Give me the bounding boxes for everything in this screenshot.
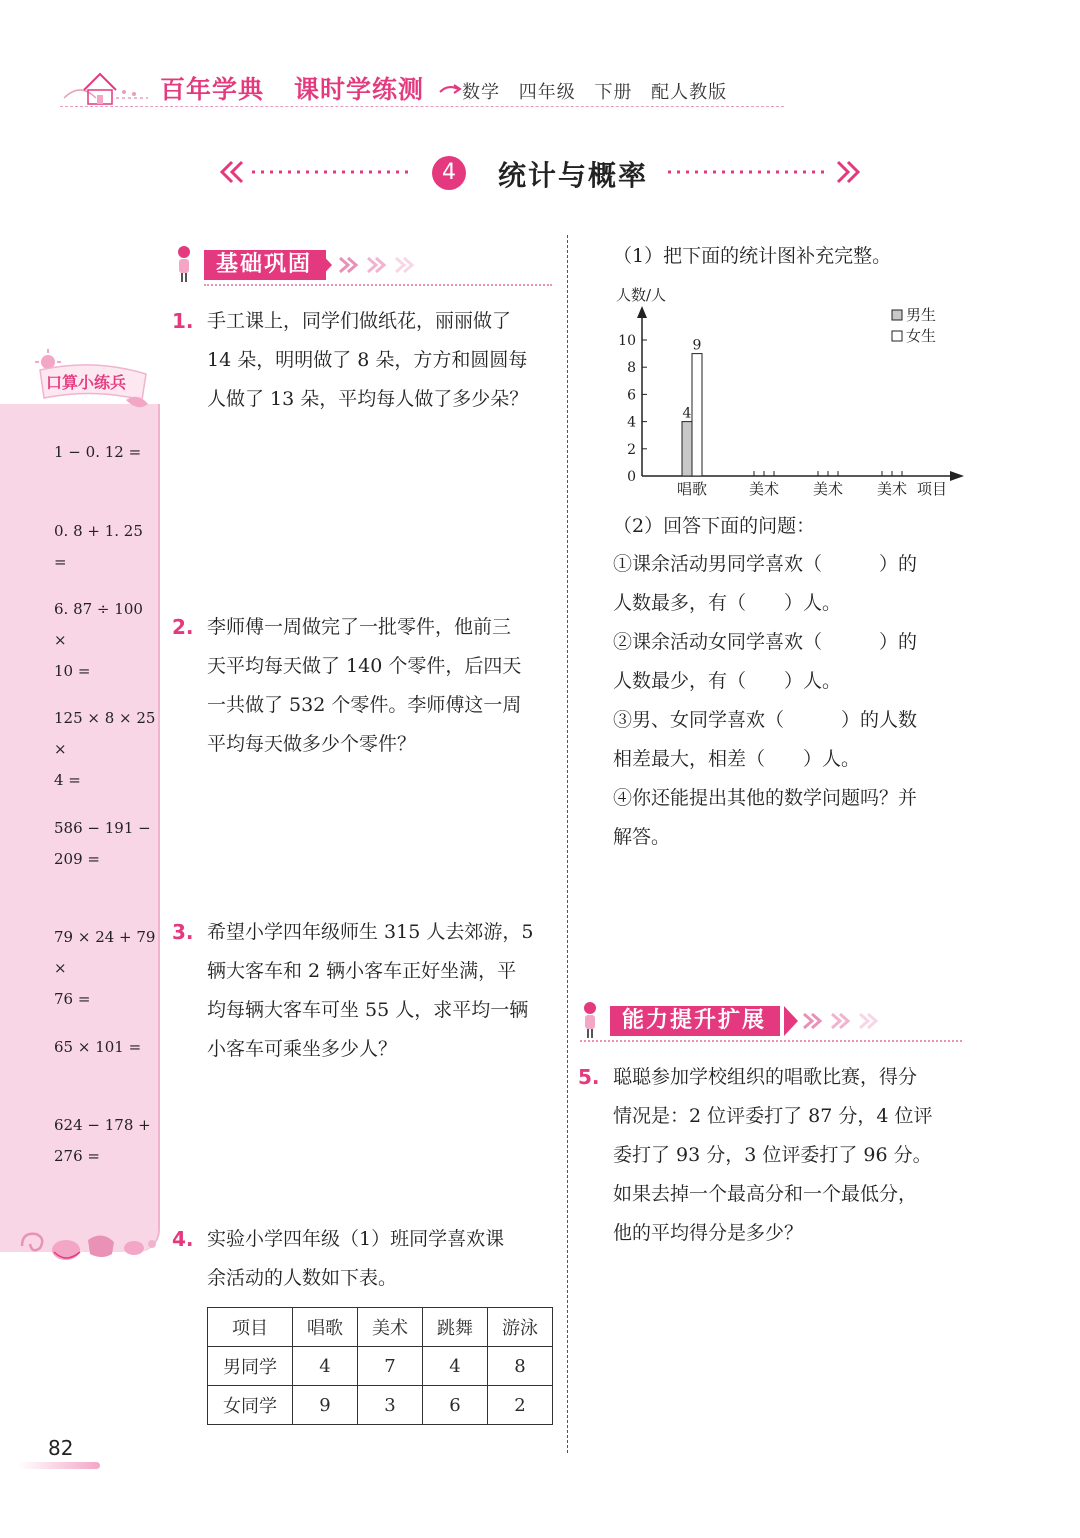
y-tick-label: 0: [627, 469, 636, 485]
arrow-icon: [438, 82, 462, 96]
table-row: [208, 1347, 553, 1386]
subject-info: 数学 四年级 下册 配人教版: [462, 82, 728, 103]
house-logo-icon: [60, 68, 150, 108]
legend-label: 女生: [906, 327, 937, 345]
x-category-label: 美术: [748, 480, 780, 498]
y-axis-label: 人数/人: [616, 286, 667, 304]
x-category-label: 美术: [876, 480, 908, 498]
swirl-decoration-icon: [16, 1224, 164, 1268]
calc-item: 586 − 191 − 209 =: [54, 819, 151, 868]
legend: [892, 306, 936, 345]
calc-item: 0. 8 + 1. 25 =: [54, 522, 143, 571]
table-header-cell: 美术: [358, 1308, 423, 1347]
brand-name: 百年学典: [160, 75, 265, 104]
question-4-text: 实验小学四年级（1）班同学喜欢课 余活动的人数如下表。: [207, 1228, 505, 1289]
girl-figure-icon: [174, 244, 200, 286]
calc-item: 1 − 0. 12 =: [54, 443, 142, 461]
sidebar-title: 口算小练兵: [46, 373, 127, 392]
y-axis-arrow-icon: [637, 306, 647, 318]
page-number: 82: [48, 1436, 74, 1460]
double-chevron-left-icon: [220, 160, 415, 184]
x-axis-arrow-icon: [950, 471, 964, 481]
table-header-cell: 跳舞: [423, 1308, 488, 1347]
bar-data-label: 4: [682, 405, 692, 422]
calc-item: 65 × 101 =: [54, 1038, 142, 1056]
banner-tip: [784, 1006, 798, 1036]
section-banner-advanced: [580, 1000, 966, 1044]
table-cell: 2: [488, 1386, 553, 1425]
table-cell: 4: [423, 1347, 488, 1386]
table-header-cell: 项目: [208, 1308, 293, 1347]
table-cell: 3: [358, 1386, 423, 1425]
banner-underline: [580, 1040, 962, 1042]
x-category-label: 美术: [812, 480, 844, 498]
table-cell: 4: [293, 1347, 358, 1386]
banner-underline: [204, 284, 552, 286]
calc-item: 125 × 8 × 25 × 4 =: [54, 709, 156, 789]
y-tick-label: 4: [627, 414, 636, 431]
banner-tip: [318, 250, 332, 280]
question-number: 2.: [172, 615, 194, 639]
question-2-text: 李师傅一周做完了一批零件，他前三 天平均每天做了 140 个零件，后四天 一共做了 532 个零件。李师傅这一周 平均每天做多少个零件？: [207, 616, 522, 755]
page-header: [60, 66, 790, 116]
y-tick-label: 6: [627, 387, 636, 404]
question-3-text: 希望小学四年级师生 315 人去郊游，5 辆大客车和 2 辆小客车正好坐满，平 均每辆大客车可坐 55 人，求平均一辆 小客车可乘坐多少人？: [207, 921, 534, 1060]
bar-chart: [606, 280, 976, 510]
table-row: [208, 1386, 553, 1425]
chapter-title: 统计与概率: [498, 159, 649, 192]
calc-item: 624 − 178 + 276 =: [54, 1116, 151, 1165]
bar-data-label: 9: [692, 337, 702, 354]
calc-item: 6. 87 ÷ 100 × 10 =: [54, 600, 143, 680]
question-number: 1.: [172, 309, 194, 333]
page-number-bar: [18, 1462, 100, 1469]
table-header-cell: 唱歌: [293, 1308, 358, 1347]
section-banner-basic: [174, 244, 558, 288]
sidebar-title-badge: [34, 348, 154, 418]
x-category-label: 唱歌: [676, 480, 708, 498]
girl-figure-icon: [580, 1000, 606, 1042]
section-title-advanced: 能力提升扩展: [610, 1006, 780, 1036]
question-number: 3.: [172, 920, 194, 944]
series-name: 课时学练测: [294, 75, 425, 104]
question-number: 5.: [578, 1065, 600, 1089]
table-cell: 男同学: [208, 1347, 293, 1386]
q4-part2: （2）回答下面的问题：: [613, 515, 816, 537]
table-header-cell: 游泳: [488, 1308, 553, 1347]
table-header-row: [208, 1308, 553, 1347]
legend-label: 男生: [906, 306, 937, 324]
table-cell: 6: [423, 1386, 488, 1425]
legend-swatch-girls: [892, 331, 902, 341]
question-5-text: 聪聪参加学校组织的唱歌比赛，得分 情况是：2 位评委打了 87 分，4 位评 委打了 93 分，3 位评委打了 96 分。 如果去掉一个最高分和一个最低分， 他的平均得分是多少？: [613, 1066, 933, 1244]
question-1-text: 手工课上，同学们做纸花，丽丽做了 14 朵，明明做了 8 朵，方方和圆圆每 人做了 13 朵，平均每人做了多少朵？: [207, 310, 529, 410]
question-number: 4.: [172, 1227, 194, 1251]
section-title-basic: 基础巩固: [204, 250, 326, 280]
activity-table: [207, 1307, 553, 1425]
table-cell: 女同学: [208, 1386, 293, 1425]
chapter-number: 4: [432, 156, 466, 190]
bar-boys: [682, 422, 692, 476]
y-tick-label: 2: [627, 441, 636, 458]
chevrons-icon: [338, 256, 428, 274]
double-chevron-right-icon: [666, 160, 861, 184]
column-divider: [567, 235, 568, 1453]
q4-part1: （1）把下面的统计图补充完整。: [613, 245, 892, 267]
chevrons-icon: [802, 1012, 892, 1030]
table-cell: 7: [358, 1347, 423, 1386]
y-tick-label: 10: [618, 333, 636, 349]
table-cell: 8: [488, 1347, 553, 1386]
calc-item: 79 × 24 + 79 × 76 =: [54, 928, 156, 1008]
bar-girls: [692, 354, 702, 476]
mental-math-sidebar: [0, 404, 160, 1252]
chapter-heading: [220, 150, 870, 200]
legend-swatch-boys: [892, 310, 902, 320]
header-divider: [60, 106, 784, 109]
x-axis-label: 项目: [917, 480, 948, 498]
q4-sub-questions: ①课余活动男同学喜欢（ ）的 人数最多，有（ ）人。 ②课余活动女同学喜欢（ ）的 人数最少，有（ ）人。 ③男、女同学喜欢（ ）的人数 相差最大，相差（ ）人。 ④你还能提出其他的数学问题吗？并 解答。: [613, 553, 918, 848]
table-cell: 9: [293, 1386, 358, 1425]
y-tick-label: 8: [627, 360, 636, 377]
